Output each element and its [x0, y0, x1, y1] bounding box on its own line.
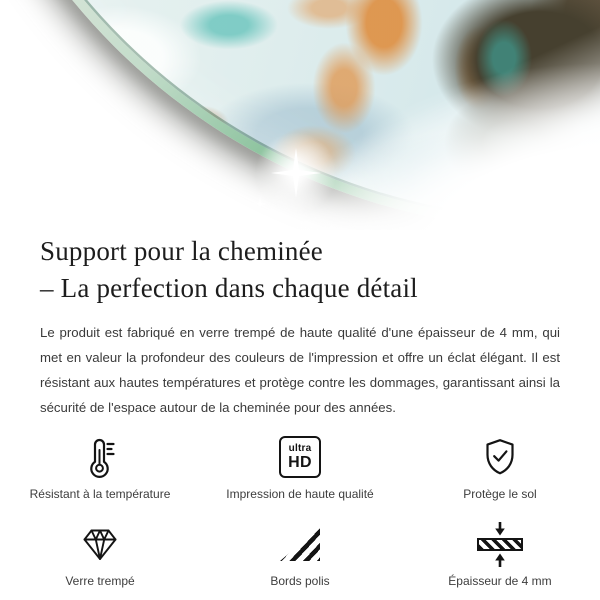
thickness-graphic: [477, 522, 523, 567]
shield-check-icon: [478, 434, 522, 480]
arrow-down-icon: [494, 522, 506, 536]
arrow-up-icon: [494, 553, 506, 567]
feature-label: Impression de haute qualité: [226, 487, 374, 501]
hatched-bar: [477, 538, 523, 551]
feature-label: Résistant à la température: [29, 487, 171, 501]
thermometer-icon: [78, 434, 122, 480]
feature-polished-edges: [200, 521, 400, 588]
product-description: Le produit est fabriqué en verre trempé de haute qualité d'une épaisseur de 4 mm, qui met en valeur la profondeur des couleurs de l'impression et offre un éclat élégant. Il est résistant aux hautes températures et protège contre les dommages, garantissant ainsi la sécurité de l'espace autour de la cheminée pour des années.: [40, 325, 560, 415]
feature-label: Épaisseur de 4 mm: [448, 574, 552, 588]
feature-tempered-glass: [0, 521, 200, 588]
polished-edges-icon: [280, 521, 320, 567]
diamond-icon: [78, 521, 122, 567]
feature-floor-protection: [400, 434, 600, 501]
ultra-hd-badge-bottom: HD: [288, 453, 312, 471]
feature-print-quality: [200, 434, 400, 501]
product-hero-image: [0, 0, 600, 230]
content-section: [0, 233, 600, 420]
sparkle-highlight-icon: [269, 146, 323, 200]
ultra-hd-badge: [279, 436, 321, 478]
feature-label: Verre trempé: [65, 574, 135, 588]
feature-grid: [0, 434, 600, 588]
page-title-line1: Support pour la cheminée: [40, 236, 323, 266]
small-sparkle-icon: [252, 196, 268, 212]
feature-temperature-resistant: [0, 434, 200, 501]
feature-label: Protège le sol: [463, 487, 537, 501]
feature-thickness: [400, 521, 600, 588]
striped-triangle: [280, 527, 320, 561]
page-title: [40, 233, 560, 307]
feature-label: Bords polis: [270, 574, 330, 588]
ultra-hd-badge-top: ultra: [288, 442, 312, 454]
page-title-line2: – La perfection dans chaque détail: [40, 273, 418, 303]
thickness-compression-icon: [477, 521, 523, 567]
ultra-hd-icon: [279, 434, 321, 480]
